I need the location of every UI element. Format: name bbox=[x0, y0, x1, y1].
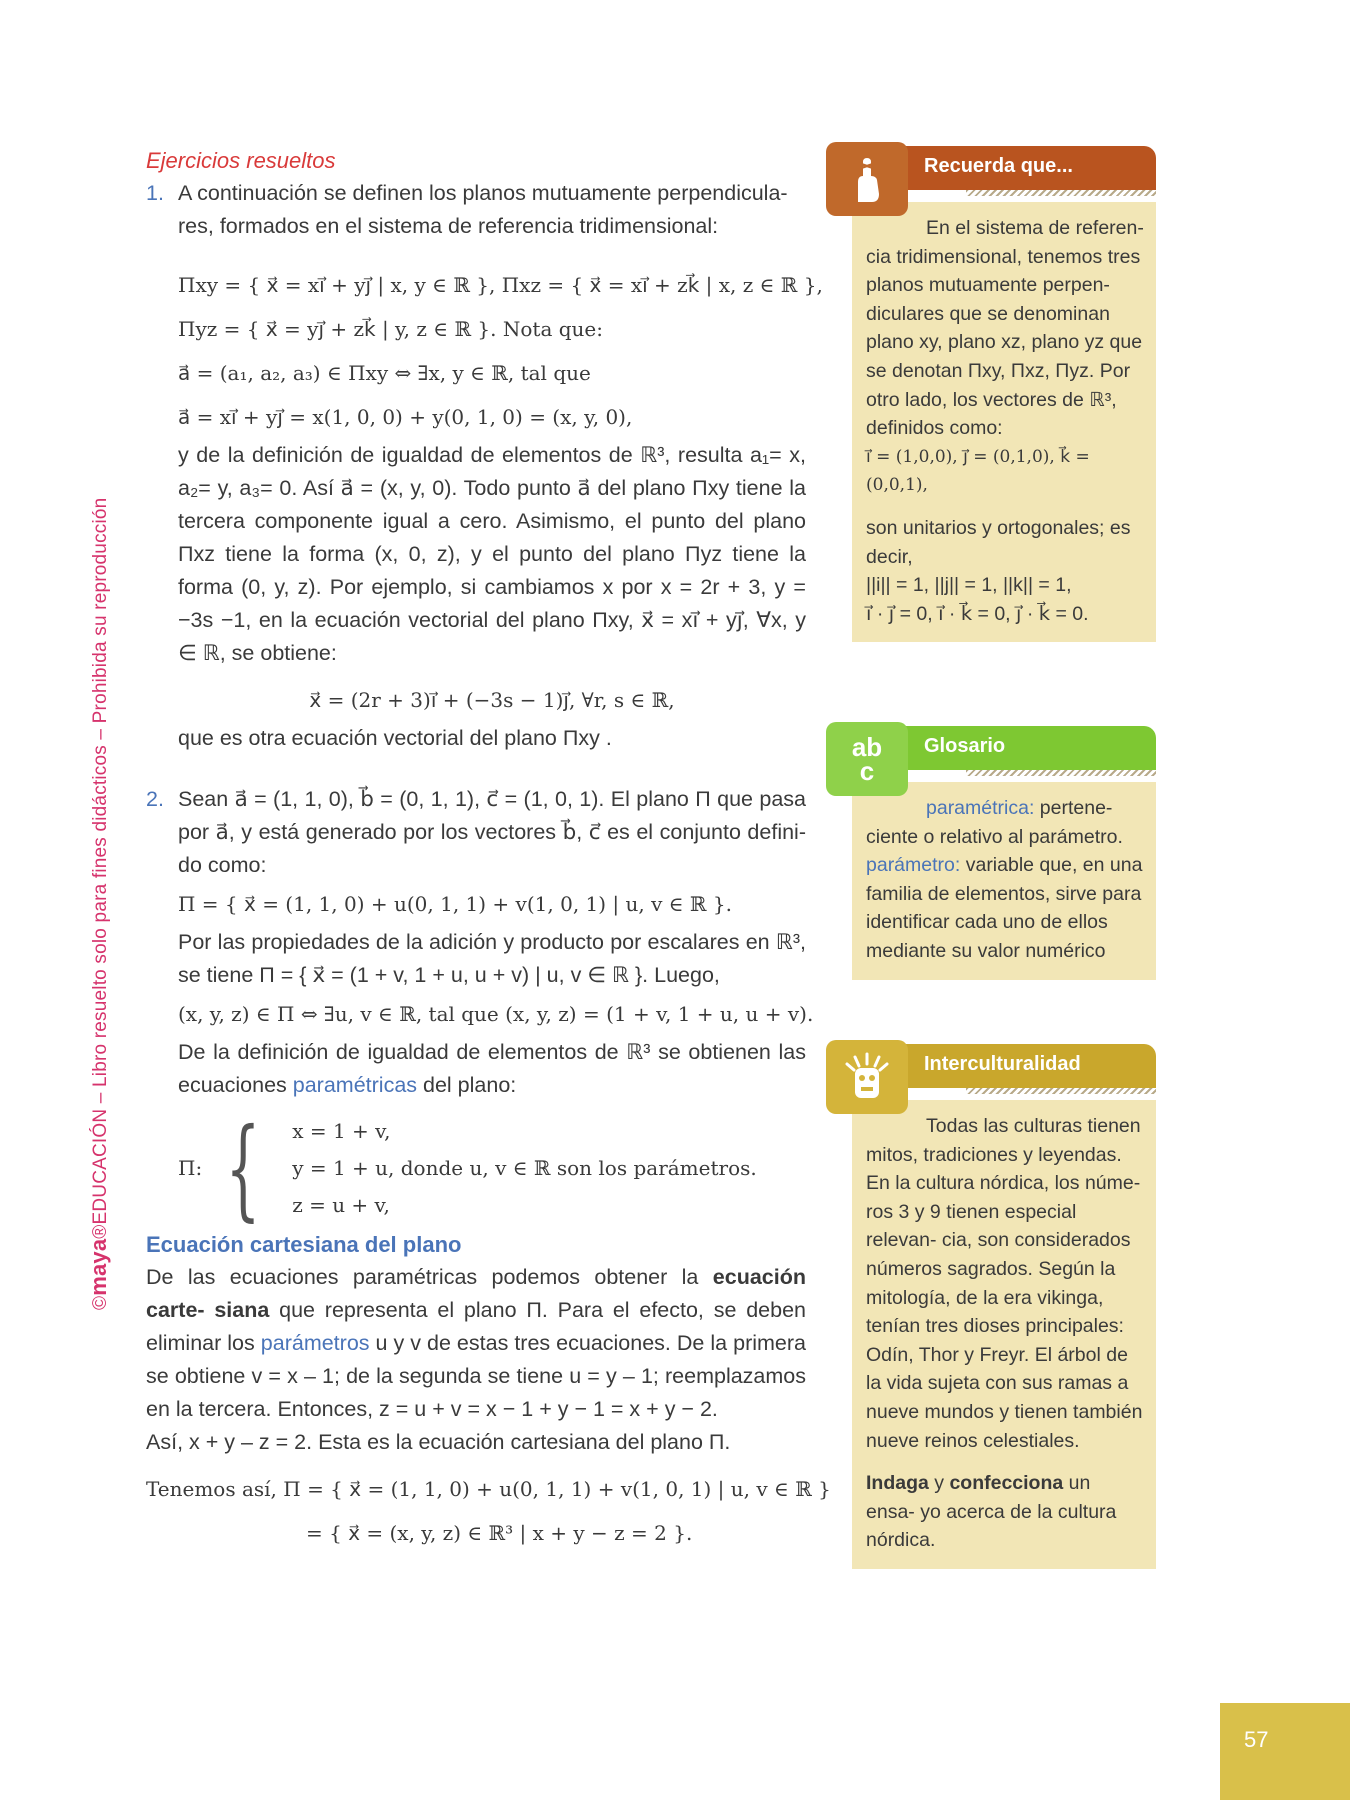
box-title: Recuerda que... bbox=[924, 155, 1073, 177]
section-heading: Ejercicios resueltos bbox=[146, 148, 336, 173]
equation-membership: a⃗ = (a₁, a₂, a₃) ∈ Πxy ⇔ ∃x, y ∈ ℝ, tal que bbox=[178, 361, 591, 385]
system-equation-z: z = u + v, bbox=[292, 1192, 390, 1217]
glossary-entry-parametro: parámetro: variable que, en una familia de elementos, sirve para identificar cada uno de ellos mediante su valor numérico bbox=[866, 854, 1143, 962]
cartesian-conclusion: Así, x + y – z = 2. Esta es la ecuación cartesiana del plano Π. bbox=[146, 1430, 731, 1454]
copyright-side-text bbox=[86, 498, 112, 1310]
equation-expansion: a⃗ = xi⃗ + yj⃗ = x(1, 0, 0) + y(0, 1, 0) = (x, y, 0), bbox=[178, 405, 633, 429]
system-label: Π: bbox=[178, 1155, 203, 1180]
recuerda-text: En el sistema de referen- cia tridimensional, tenemos tres planos mutuamente perpen- diculares que se denominan plano xy, plano xz, plano yz que se denotan Πxy, Πxz, Πyz. Por otro lado, los vectores de ℝ³, definidos como: bbox=[866, 217, 1144, 440]
cartesian-paragraph: De las ecuaciones paramétricas podemos obtener la ecuación carte- siana que representa el plano Π. Para el efecto, se deben eliminar los parámetros u y v de estas tres ecuaciones. De la primera se obtiene v = x – 1; de la segunda se tiene u = y – 1; reemplazamos en la tercera. Entonces, z = u + v = x − 1 + y − 1 = x + y − 2. bbox=[146, 1265, 807, 1421]
equation-planes-xy-xz: Πxy = { x⃗ = xi⃗ + yj⃗ | x, y ∈ ℝ }, Πxz = { x⃗ = xi⃗ + zk⃗ | x, z ∈ ℝ }, bbox=[178, 273, 823, 297]
exercise-1-equations bbox=[178, 263, 823, 755]
exercise-2-paragraph-1: Por las propiedades de la adición y producto por escalares en ℝ³, se tiene Π = { x⃗ = (1 + v, 1 + u, u + v) | u, v ∈ ℝ }. Luego, bbox=[178, 930, 806, 987]
glossary-entry-parametrica: paramétrica: pertene- ciente o relativo al parámetro. bbox=[866, 797, 1123, 848]
exercise-2-body bbox=[178, 882, 814, 1232]
equation-equivalence: (x, y, z) ∈ Π ⇔ ∃u, v ∈ ℝ, tal que (x, y, z) = (1 + v, 1 + u, u + v). bbox=[178, 1002, 814, 1026]
recuerda-text-2: son unitarios y ortogonales; es decir, bbox=[866, 516, 1131, 568]
page-number: 57 bbox=[1220, 1703, 1350, 1800]
abc-icon: ab c bbox=[826, 722, 908, 796]
interculturalidad-box bbox=[826, 1044, 1156, 1569]
recuerda-box bbox=[826, 146, 1156, 642]
equation-plane-set: Π = { x⃗ = (1, 1, 0) + u(0, 1, 1) + v(1, 0, 1) | u, v ∈ ℝ }. bbox=[178, 892, 732, 916]
hand-icon bbox=[826, 142, 908, 216]
mask-icon bbox=[826, 1040, 908, 1114]
box-title: Glosario bbox=[924, 735, 1006, 757]
exercise-number: 1. bbox=[146, 181, 164, 205]
system-equation-y: y = 1 + u, donde u, v ∈ ℝ son los parámetros. bbox=[292, 1155, 757, 1180]
copyright-notice: ®EDUCACIÓN – Libro resuelto solo para fines didácticos – Prohibida su reproducción bbox=[90, 497, 111, 1239]
exercise-1 bbox=[146, 177, 806, 243]
recuerda-norms: ||i|| = 1, ||j|| = 1, ||k|| = 1, bbox=[866, 574, 1072, 597]
glossary-link-parametricas[interactable]: paramétricas bbox=[292, 1073, 418, 1097]
equation-vector-form: x⃗ = (2r + 3)i⃗ + (−3s − 1)j⃗, ∀r, s ∈ ℝ, bbox=[309, 688, 675, 712]
intercult-text: Todas las culturas tienen mitos, tradiciones y leyendas. En la cultura nórdica, los núme- ros 3 y 9 tienen especial relevan- cia, son considerados números sagrados. Según la mitología, de la era vikinga, tenían tres dioses principales: Odín, Thor y Freyr. El árbol de la vida sujeta con sus ramas a nueve mundos y tienen también nueve reinos celestiales. bbox=[866, 1115, 1143, 1452]
equation-plane-yz: Πyz = { x⃗ = yj⃗ + zk⃗ | y, z ∈ ℝ }. Nota que: bbox=[178, 317, 603, 341]
main-column bbox=[146, 144, 831, 1555]
system-equation-x: x = 1 + v, bbox=[292, 1118, 391, 1143]
exercise-number: 2. bbox=[146, 787, 164, 811]
box-title: Interculturalidad bbox=[924, 1053, 1081, 1075]
exercise-2-paragraph-2: De la definición de igualdad de elementos de ℝ³ se obtienen las ecuaciones paramétricas del plano: bbox=[178, 1040, 806, 1097]
parametric-system bbox=[178, 1104, 806, 1232]
exercise-intro: Sean a⃗ = (1, 1, 0), b⃗ = (0, 1, 1), c⃗ = (1, 0, 1). El plano Π que pasa por a⃗, y está generado por los vectores b⃗, c⃗ es el conjunto defini- do como: bbox=[178, 787, 806, 877]
glosario-box bbox=[826, 726, 1156, 980]
exercise-2 bbox=[146, 783, 806, 882]
exercise-1-paragraph: y de la definición de igualdad de elementos de ℝ³, resulta a₁= x, a₂= y, a₃= 0. Así a⃗ = (x, y, 0). Todo punto a⃗ del plano Πxy tiene la tercera componente igual a cero. Asimismo, el punto del plano Πxz tiene la forma (x, 0, z), y el punto del plano Πyz tiene la forma (0, y, z). Por ejemplo, si cambiamos x por x = 2r + 3, y = −3s −1, en la ecuación vectorial del plano Πxy, x⃗ = xi⃗ + yj⃗, ∀x, y ∈ ℝ, se obtiene: bbox=[178, 443, 806, 665]
subsection-title: Ecuación cartesiana del plano bbox=[146, 1232, 462, 1257]
left-brace: { bbox=[225, 1104, 261, 1232]
copyright-symbol: © bbox=[90, 1295, 111, 1310]
glossary-link-parametros[interactable]: parámetros bbox=[260, 1331, 370, 1355]
equation-final-set: Tenemos así, Π = { x⃗ = (1, 1, 0) + u(0, 1, 1) + v(1, 0, 1) | u, v ∈ ℝ } bbox=[146, 1477, 831, 1501]
recuerda-vectors: i⃗ = (1,0,0), j⃗ = (0,1,0), k⃗ = (0,0,1), bbox=[866, 446, 1090, 496]
exercise-intro: A continuación se definen los planos mutuamente perpendicula- res, formados en el sistema de referencia tridimensional: bbox=[178, 181, 788, 238]
brand-name: maya bbox=[86, 1238, 111, 1296]
recuerda-dot-products: i⃗ · j⃗ = 0, i⃗ · k⃗ = 0, j⃗ · k⃗ = 0. bbox=[866, 602, 1089, 625]
equation-final-cartesian: = { x⃗ = (x, y, z) ∈ ℝ³ | x + y − z = 2 }. bbox=[306, 1521, 693, 1545]
intercult-task: Indaga y confecciona un ensa- yo acerca de la cultura nórdica. bbox=[866, 1472, 1117, 1552]
exercise-1-conclusion: que es otra ecuación vectorial del plano Πxy . bbox=[178, 726, 612, 750]
